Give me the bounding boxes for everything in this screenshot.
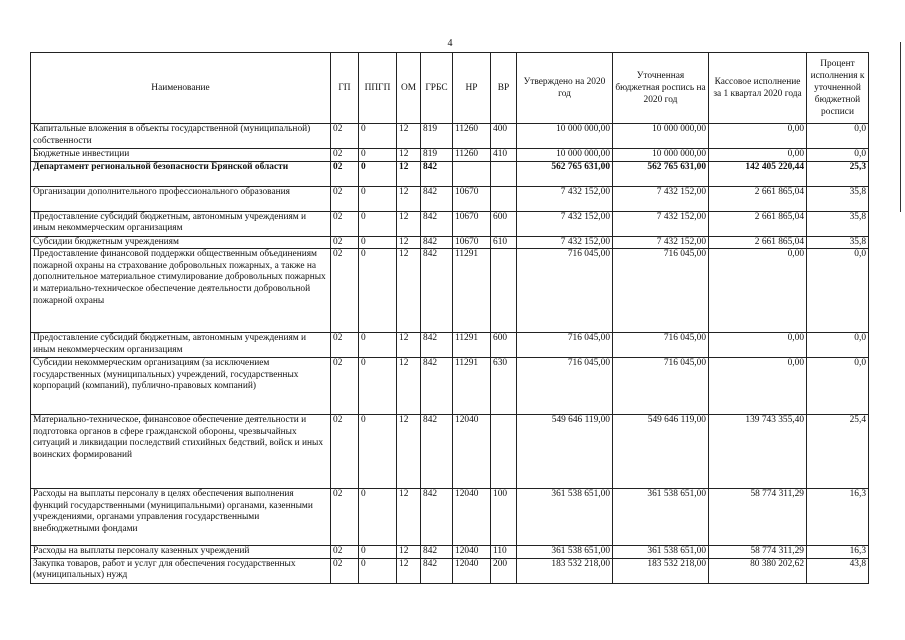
column-header-percent: Процент исполнения к уточненной бюджетной росписи <box>807 53 869 124</box>
row-refined: 716 045,00 <box>613 333 709 358</box>
row-gp: 02 <box>331 546 359 559</box>
row-om: 12 <box>397 124 421 149</box>
row-ppgp: 0 <box>359 249 397 333</box>
row-percent: 0,0 <box>807 333 869 358</box>
row-cash: 2 661 865,04 <box>709 186 807 211</box>
row-name: Капитальные вложения в объекты государственной (муниципальной) собственности <box>31 124 331 149</box>
page-number: 4 <box>447 38 453 49</box>
row-ppgp: 0 <box>359 333 397 358</box>
row-nr: 12040 <box>453 489 491 546</box>
row-approved: 716 045,00 <box>517 249 613 333</box>
row-om: 12 <box>397 249 421 333</box>
row-approved: 716 045,00 <box>517 358 613 415</box>
table-row <box>31 161 869 186</box>
row-ppgp: 0 <box>359 546 397 559</box>
row-approved: 716 045,00 <box>517 333 613 358</box>
row-percent: 35,8 <box>807 186 869 211</box>
column-header-nr: НР <box>453 53 491 124</box>
row-gp: 02 <box>331 149 359 162</box>
row-om: 12 <box>397 489 421 546</box>
row-approved: 549 646 119,00 <box>517 415 613 489</box>
row-om: 12 <box>397 415 421 489</box>
row-name: Предоставление субсидий бюджетным, автономным учреждениям и иным некоммерческим организациям <box>31 211 331 236</box>
row-refined: 361 538 651,00 <box>613 489 709 546</box>
row-vr: 110 <box>491 546 517 559</box>
row-nr: 10670 <box>453 186 491 211</box>
table-row <box>31 333 869 358</box>
row-percent: 0,0 <box>807 124 869 149</box>
row-refined: 7 432 152,00 <box>613 211 709 236</box>
row-refined: 7 432 152,00 <box>613 236 709 249</box>
row-ppgp: 0 <box>359 415 397 489</box>
row-ppgp: 0 <box>359 186 397 211</box>
row-percent: 35,8 <box>807 236 869 249</box>
column-header-refined: Уточненная бюджетная роспись на 2020 год <box>613 53 709 124</box>
row-vr: 610 <box>491 236 517 249</box>
row-vr: 100 <box>491 489 517 546</box>
column-header-cash: Кассовое исполнение за 1 квартал 2020 года <box>709 53 807 124</box>
row-ppgp: 0 <box>359 149 397 162</box>
table-row <box>31 186 869 211</box>
row-gp: 02 <box>331 333 359 358</box>
row-gp: 02 <box>331 558 359 583</box>
table-row <box>31 415 869 489</box>
row-grbs: 842 <box>421 415 453 489</box>
row-ppgp: 0 <box>359 124 397 149</box>
row-nr: 11260 <box>453 124 491 149</box>
row-cash: 2 661 865,04 <box>709 211 807 236</box>
row-cash: 139 743 355,40 <box>709 415 807 489</box>
row-name: Закупка товаров, работ и услуг для обеспечения государственных (муниципальных) нужд <box>31 558 331 583</box>
row-refined: 183 532 218,00 <box>613 558 709 583</box>
row-percent: 25,4 <box>807 415 869 489</box>
row-grbs: 842 <box>421 249 453 333</box>
budget-execution-table <box>30 52 869 584</box>
row-cash: 2 661 865,04 <box>709 236 807 249</box>
column-header-vr: ВР <box>491 53 517 124</box>
row-name: Департамент региональной безопасности Брянской области <box>31 161 331 186</box>
row-grbs: 819 <box>421 149 453 162</box>
row-vr: 200 <box>491 558 517 583</box>
row-name: Расходы на выплаты персоналу казенных учреждений <box>31 546 331 559</box>
row-cash: 58 774 311,29 <box>709 546 807 559</box>
row-vr <box>491 161 517 186</box>
row-om: 12 <box>397 161 421 186</box>
row-grbs: 842 <box>421 546 453 559</box>
row-gp: 02 <box>331 211 359 236</box>
row-name: Субсидии бюджетным учреждениям <box>31 236 331 249</box>
row-approved: 361 538 651,00 <box>517 546 613 559</box>
column-header-gp: ГП <box>331 53 359 124</box>
row-cash: 0,00 <box>709 149 807 162</box>
row-om: 12 <box>397 546 421 559</box>
row-cash: 80 380 202,62 <box>709 558 807 583</box>
row-name: Материально-техническое, финансовое обеспечение деятельности и подготовка органов в сфере гражданской обороны, чрезвычайных ситуаций и ликвидации последствий стихийных бедствий, войск и иных воинских формирований <box>31 415 331 489</box>
table-row <box>31 236 869 249</box>
row-name: Расходы на выплаты персоналу в целях обеспечения выполнения функций государственными (муниципальными) органами, казенными учреждениями, органами управления государственными внебюджетными фондами <box>31 489 331 546</box>
row-refined: 7 432 152,00 <box>613 186 709 211</box>
row-gp: 02 <box>331 415 359 489</box>
row-approved: 183 532 218,00 <box>517 558 613 583</box>
column-header-name: Наименование <box>31 53 331 124</box>
table-row <box>31 558 869 583</box>
row-gp: 02 <box>331 186 359 211</box>
column-header-grbs: ГРБС <box>421 53 453 124</box>
row-nr: 11291 <box>453 249 491 333</box>
row-grbs: 842 <box>421 236 453 249</box>
row-ppgp: 0 <box>359 211 397 236</box>
row-nr: 11291 <box>453 358 491 415</box>
row-om: 12 <box>397 333 421 358</box>
row-nr <box>453 161 491 186</box>
column-header-om: ОМ <box>397 53 421 124</box>
row-vr: 410 <box>491 149 517 162</box>
row-refined: 716 045,00 <box>613 249 709 333</box>
row-vr <box>491 249 517 333</box>
row-grbs: 842 <box>421 358 453 415</box>
row-cash: 0,00 <box>709 249 807 333</box>
row-approved: 10 000 000,00 <box>517 124 613 149</box>
row-cash: 0,00 <box>709 124 807 149</box>
row-grbs: 819 <box>421 124 453 149</box>
row-gp: 02 <box>331 358 359 415</box>
row-nr: 11291 <box>453 333 491 358</box>
row-grbs: 842 <box>421 558 453 583</box>
row-vr: 630 <box>491 358 517 415</box>
row-vr: 600 <box>491 211 517 236</box>
table-row <box>31 546 869 559</box>
row-approved: 7 432 152,00 <box>517 186 613 211</box>
row-grbs: 842 <box>421 161 453 186</box>
row-percent: 25,3 <box>807 161 869 186</box>
row-gp: 02 <box>331 489 359 546</box>
table-header-row <box>31 53 869 124</box>
row-ppgp: 0 <box>359 236 397 249</box>
row-nr: 12040 <box>453 546 491 559</box>
row-om: 12 <box>397 149 421 162</box>
row-ppgp: 0 <box>359 489 397 546</box>
row-refined: 562 765 631,00 <box>613 161 709 186</box>
row-approved: 361 538 651,00 <box>517 489 613 546</box>
row-nr: 12040 <box>453 415 491 489</box>
column-header-ppgp: ППГП <box>359 53 397 124</box>
row-gp: 02 <box>331 236 359 249</box>
row-grbs: 842 <box>421 489 453 546</box>
row-percent: 35,8 <box>807 211 869 236</box>
row-gp: 02 <box>331 161 359 186</box>
row-gp: 02 <box>331 249 359 333</box>
row-approved: 7 432 152,00 <box>517 236 613 249</box>
table-row <box>31 358 869 415</box>
row-percent: 0,0 <box>807 149 869 162</box>
row-nr: 10670 <box>453 236 491 249</box>
row-approved: 562 765 631,00 <box>517 161 613 186</box>
table-row <box>31 124 869 149</box>
row-approved: 10 000 000,00 <box>517 149 613 162</box>
margin-line <box>900 42 901 212</box>
row-om: 12 <box>397 186 421 211</box>
row-cash: 142 405 220,44 <box>709 161 807 186</box>
table-row <box>31 149 869 162</box>
table-row <box>31 211 869 236</box>
row-approved: 7 432 152,00 <box>517 211 613 236</box>
row-vr: 600 <box>491 333 517 358</box>
row-grbs: 842 <box>421 211 453 236</box>
row-ppgp: 0 <box>359 358 397 415</box>
row-name: Субсидии некоммерческим организациям (за исключением государственных (муниципальных) учреждений, государственных корпораций (компаний), публично-правовых компаний) <box>31 358 331 415</box>
row-grbs: 842 <box>421 333 453 358</box>
row-vr <box>491 415 517 489</box>
row-name: Предоставление финансовой поддержки общественным объединениям пожарной охраны на страхование добровольных пожарных, а также на дополнительное материальное стимулирование добровольных пожарных и материально-техническое обеспечение деятельности добровольной пожарной охраны <box>31 249 331 333</box>
row-refined: 10 000 000,00 <box>613 149 709 162</box>
row-om: 12 <box>397 211 421 236</box>
row-cash: 0,00 <box>709 358 807 415</box>
row-name: Предоставление субсидий бюджетным, автономным учреждениям и иным некоммерческим организациям <box>31 333 331 358</box>
row-percent: 0,0 <box>807 249 869 333</box>
table-row <box>31 489 869 546</box>
row-refined: 549 646 119,00 <box>613 415 709 489</box>
row-refined: 716 045,00 <box>613 358 709 415</box>
row-om: 12 <box>397 236 421 249</box>
row-nr: 12040 <box>453 558 491 583</box>
row-ppgp: 0 <box>359 558 397 583</box>
row-ppgp: 0 <box>359 161 397 186</box>
row-nr: 10670 <box>453 211 491 236</box>
row-om: 12 <box>397 558 421 583</box>
row-cash: 58 774 311,29 <box>709 489 807 546</box>
row-name: Бюджетные инвестиции <box>31 149 331 162</box>
row-refined: 10 000 000,00 <box>613 124 709 149</box>
row-grbs: 842 <box>421 186 453 211</box>
row-vr <box>491 186 517 211</box>
row-percent: 16,3 <box>807 489 869 546</box>
table-row <box>31 249 869 333</box>
row-vr: 400 <box>491 124 517 149</box>
row-name: Организации дополнительного профессионального образования <box>31 186 331 211</box>
row-om: 12 <box>397 358 421 415</box>
row-refined: 361 538 651,00 <box>613 546 709 559</box>
row-percent: 43,8 <box>807 558 869 583</box>
row-percent: 0,0 <box>807 358 869 415</box>
row-gp: 02 <box>331 124 359 149</box>
column-header-approved: Утверждено на 2020 год <box>517 53 613 124</box>
row-percent: 16,3 <box>807 546 869 559</box>
row-nr: 11260 <box>453 149 491 162</box>
row-cash: 0,00 <box>709 333 807 358</box>
